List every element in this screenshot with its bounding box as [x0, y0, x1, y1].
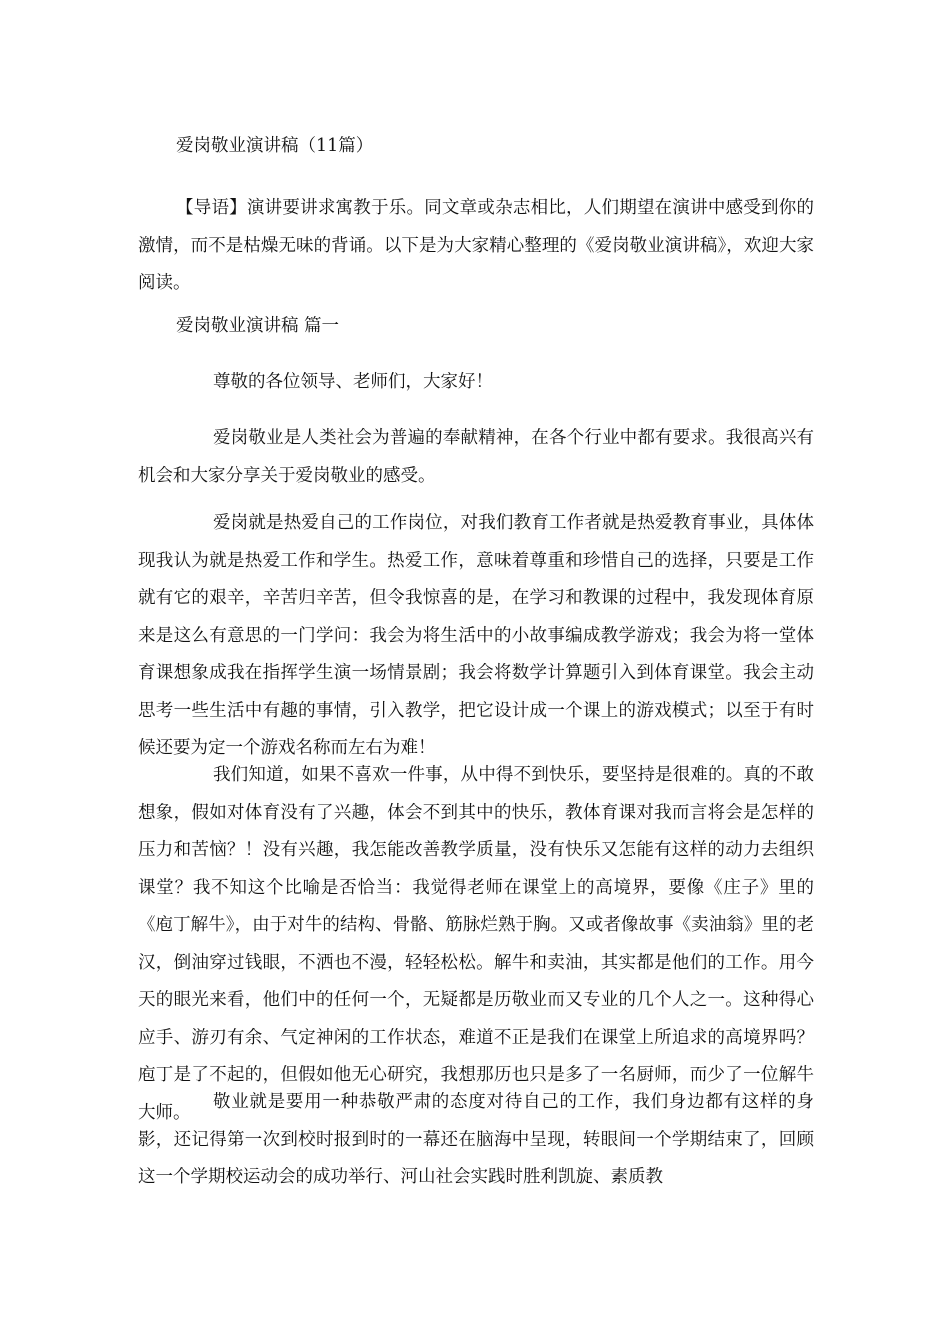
- body-paragraph: 敬业就是要用一种恭敬严肃的态度对待自己的工作，我们身边都有这样的身影，还记得第一次到校时报到时的一幕还在脑海中呈现，转眼间一个学期结束了，回顾这一个学期校运动会的成功举行、河山社会实践时胜利凯旋、素质教: [138, 1092, 814, 1187]
- body-paragraph: 爱岗敬业是人类社会为普遍的奉献精神，在各个行业中都有要求。我很高兴有机会和大家分享关于爱岗敬业的感受。: [138, 428, 814, 486]
- intro-paragraph: 【导语】演讲要讲求寓教于乐。同文章或杂志相比，人们期望在演讲中感受到你的激情，而不是枯燥无味的背诵。以下是为大家精心整理的《爱岗敬业演讲稿》，欢迎大家阅读。: [138, 198, 814, 293]
- greeting-line: 尊敬的各位领导、老师们，大家好！: [213, 372, 493, 392]
- document-title: 爱岗敬业演讲稿（11篇）: [176, 136, 374, 156]
- body-paragraph: 我们知道，如果不喜欢一件事，从中得不到快乐，要坚持是很难的。真的不敢想象，假如对体育没有了兴趣，体会不到其中的快乐，教体育课对我而言将会是怎样的压力和苦恼？！没有兴趣，我怎能改善教学质量，没有快乐又怎能有这样的动力去组织课堂？我不知这个比喻是否恰当：我觉得老师在课堂上的高境界，要像《庄子》里的《庖丁解牛》，由于对牛的结构、骨骼、筋脉烂熟于胸。又或者像故事《卖油翁》里的老汉，倒油穿过钱眼，不洒也不漫，轻轻松松。解牛和卖油，其实都是他们的工作。用今天的眼光来看，他们中的任何一个，无疑都是历敬业而又专业的几个人之一。这种得心应手、游刃有余、气定神闲的工作状态，难道不正是我们在课堂上所追求的高境界吗？庖丁是了不起的，但假如他无心研究，我想那历也只是多了一名厨师，而少了一位解牛大师。: [138, 765, 814, 1123]
- section-title: 爱岗敬业演讲稿 篇一: [176, 316, 340, 336]
- body-paragraph: 爱岗就是热爱自己的工作岗位，对我们教育工作者就是热爱教育事业，具体体现我认为就是热爱工作和学生。热爱工作，意味着尊重和珍惜自己的选择，只要是工作就有它的艰辛，辛苦归辛苦，但令我惊喜的是，在学习和教课的过程中，我发现体育原来是这么有意思的一门学问：我会为将生活中的小故事编成教学游戏；我会为将一堂体育课想象成我在指挥学生演一场情景剧；我会将数学计算题引入到体育课堂。我会主动思考一些生活中有趣的事情，引入教学，把它设计成一个课上的游戏模式；以至于有时候还要为定一个游戏名称而左右为难！: [138, 513, 814, 758]
